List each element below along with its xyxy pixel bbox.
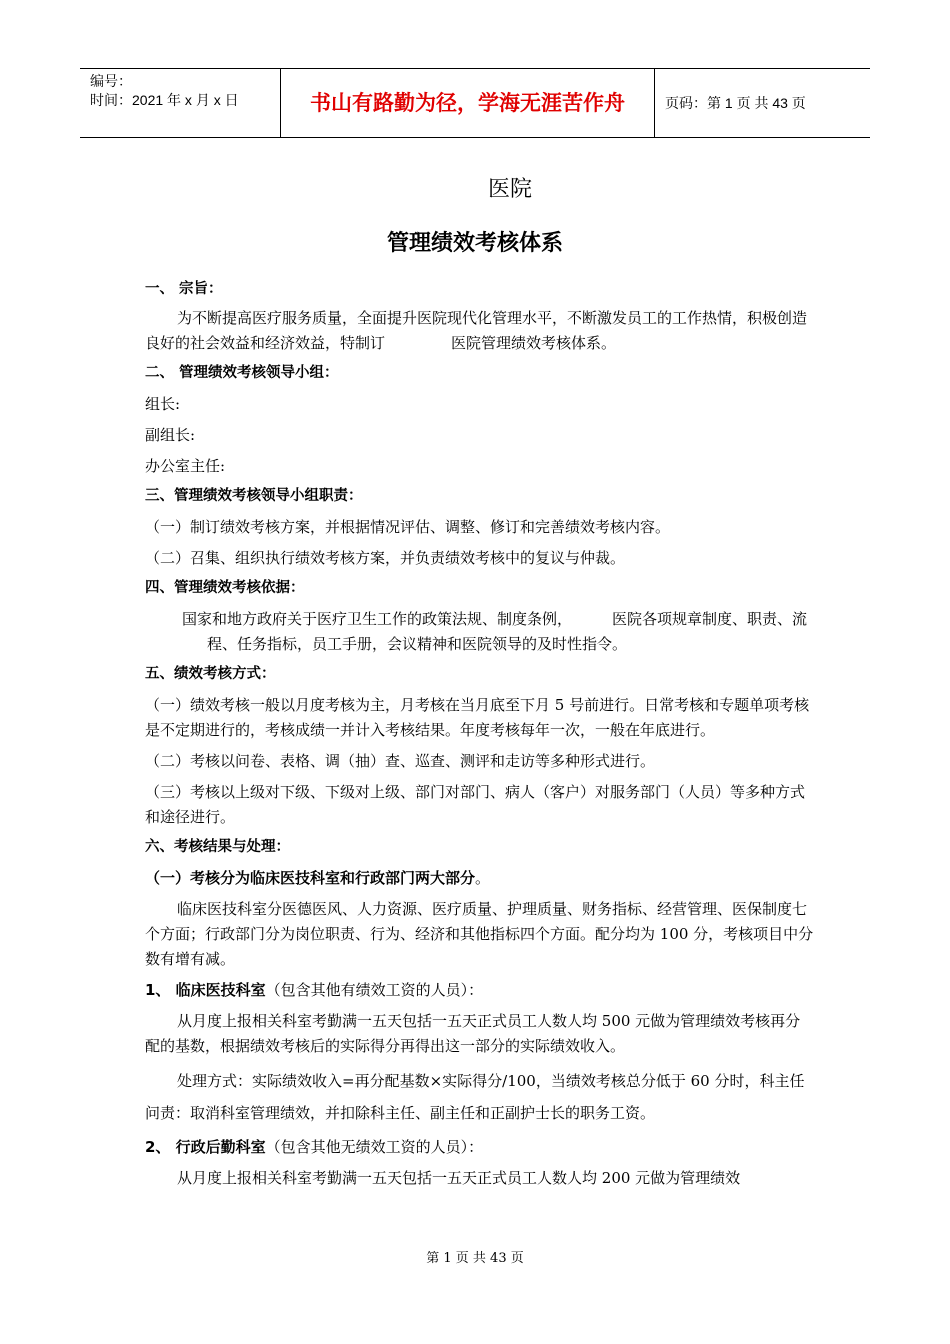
section-3-heading: 三、管理绩效考核领导小组职责： <box>145 488 363 504</box>
section-4-heading: 四、管理绩效考核依据： <box>145 580 305 596</box>
section-6-subheading-end: 。 <box>475 869 491 887</box>
clinical-dept-paragraph-1: 从月度上报相关科室考勤满一五天包括一五天正式员工人数人均 500 元做为管理绩效考核再分配的基数，根据绩效考核后的实际得分再得出这一部分的实际绩效收入。 <box>145 1012 801 1055</box>
section-5-heading: 五、绩效考核方式： <box>145 666 276 682</box>
section-5-item-2: （二）考核以问卷、表格、调（抽）查、巡查、测评和走访等多种形式进行。 <box>145 752 656 770</box>
clinical-dept-heading-rest: （包含其他有绩效工资的人员）： <box>265 981 484 999</box>
section-5-item-1: （一）绩效考核一般以月度考核为主，月考核在当月底至下月 5 号前进行。日常考核和专题单项考核是不定期进行的，考核成绩一并计入考核结果。年度考核每年一次，一般在年底进行。 <box>145 696 810 739</box>
page-header <box>80 68 870 138</box>
section-6-subheading-bold: （一）考核分为临床医技科室和行政部门两大部分 <box>145 869 476 887</box>
header-meta <box>80 69 280 137</box>
header-motto: 书山有路勤为径，学海无涯苦作舟 <box>280 69 655 137</box>
document-body <box>145 272 815 1191</box>
section-4-text-a: 国家和地方政府关于医疗卫生工作的政策法规、制度条例， <box>182 610 573 628</box>
section-6-paragraph: 临床医技科室分医德医风、人力资源、医疗质量、护理质量、财务指标、经营管理、医保制度七个方面；行政部门分为岗位职责、行为、经济和其他指标四个方面。配分均为 100 分，考核项目中分数有增有减。 <box>145 900 814 968</box>
document-title: 管理绩效考核体系 <box>386 231 563 256</box>
section-5-item-3: （三）考核以上级对下级、下级对上级、部门对部门、病人（客户）对服务部门（人员）等多种方式和途径进行。 <box>145 783 806 826</box>
clinical-dept-heading-bold: 1、 临床医技科室 <box>145 981 266 999</box>
section-1-text-a: 为不断提高医疗服务质量，全面提升医院现代化管理水平，不断激发员工的工作热情，积极创造良好的社会效益和经济效益，特制订 <box>145 309 808 352</box>
header-page-info: 页码：第 1 页 共 43 页 <box>665 95 806 111</box>
admin-dept-heading <box>145 1135 815 1160</box>
admin-dept-heading-rest: （包含其他无绩效工资的人员）： <box>265 1138 484 1156</box>
section-1-heading: 一、 宗旨： <box>145 281 223 297</box>
group-leader-label: 组长: <box>145 395 181 413</box>
section-2-heading: 二、 管理绩效考核领导小组： <box>145 365 339 381</box>
section-3-item-1: （一）制订绩效考核方案，并根据情况评估、调整、修订和完善绩效考核内容。 <box>145 518 671 536</box>
section-6-heading: 六、考核结果与处理： <box>145 839 290 855</box>
section-3-item-2: （二）召集、组织执行绩效考核方案，并负责绩效考核中的复议与仲裁。 <box>145 549 626 567</box>
document-number-label: 编号： <box>90 73 132 89</box>
clinical-dept-paragraph-2: 处理方式：实际绩效收入=再分配基数×实际得分/100，当绩效考核总分低于 60 分时，科主任问责：取消科室管理绩效，并扣除科主任、副主任和正副护士长的职务工资。 <box>145 1072 805 1122</box>
document-date: 时间：2021 年 x 月 x 日 <box>90 92 239 108</box>
office-director-label: 办公室主任: <box>145 457 226 475</box>
document-title-hospital: 医院 <box>487 177 532 202</box>
admin-dept-heading-bold: 2、 行政后勤科室 <box>145 1138 266 1156</box>
page-footer: 第 1 页 共 43 页 <box>426 1251 524 1266</box>
vice-leader-label: 副组长: <box>145 426 196 444</box>
admin-dept-paragraph-1: 从月度上报相关科室考勤满一五天包括一五天正式员工人数人均 200 元做为管理绩效 <box>177 1169 741 1187</box>
section-6-subheading <box>145 866 815 891</box>
section-1-text-b: 医院管理绩效考核体系。 <box>451 334 617 352</box>
section-4-text-b: 医院各项规章制度、职责、流程、任务指标，员工手册，会议精神和医院领导的及时性指令。 <box>207 610 808 653</box>
clinical-dept-heading <box>145 978 815 1003</box>
section-1-paragraph <box>145 306 815 356</box>
section-4-paragraph <box>145 607 815 657</box>
